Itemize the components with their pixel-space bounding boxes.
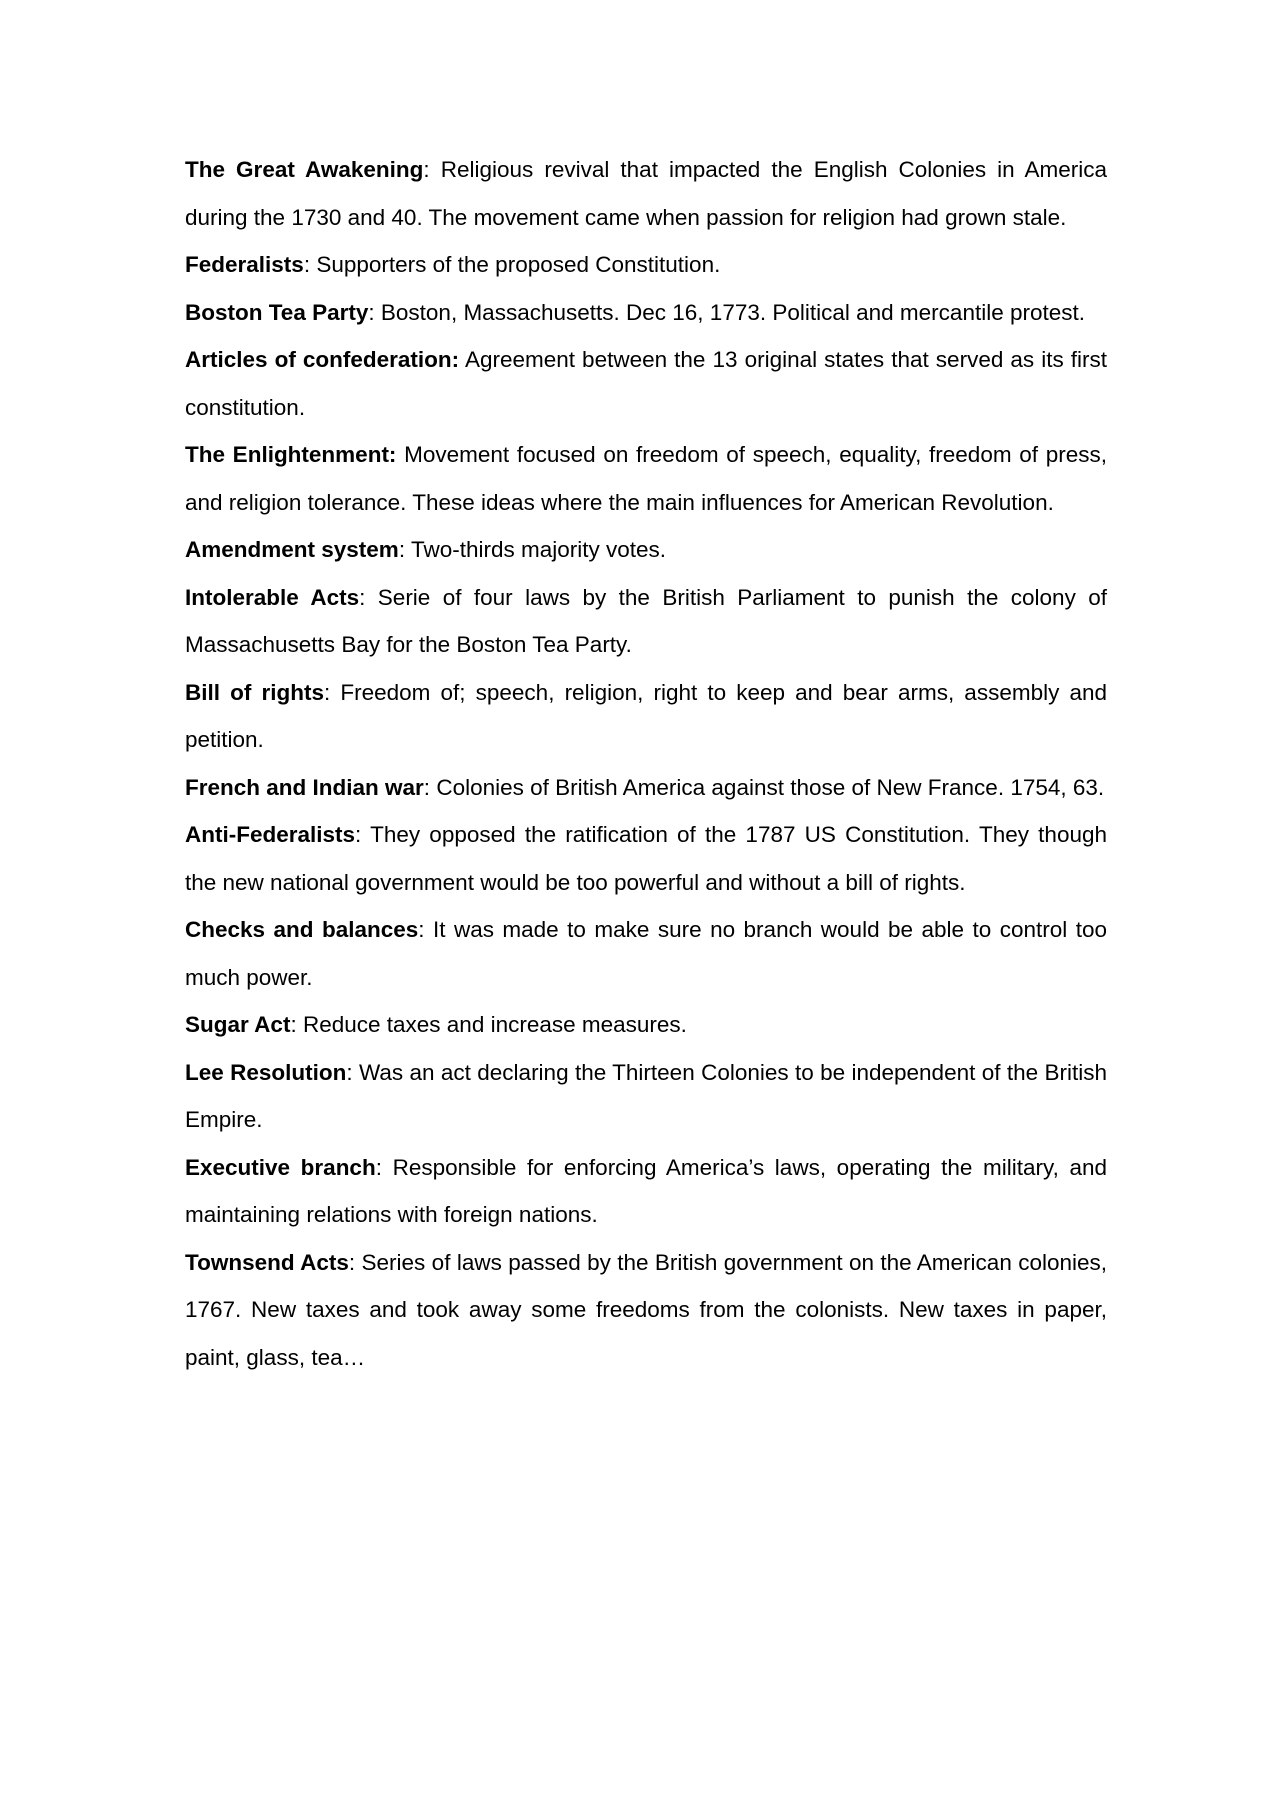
entry-separator: : bbox=[323, 679, 331, 705]
entry-separator: : bbox=[290, 1012, 297, 1037]
entry-separator: : bbox=[423, 774, 431, 800]
entry-separator: : bbox=[423, 157, 430, 182]
entry-definition: Colonies of British America against those of New France. 1754, 63. bbox=[430, 774, 1105, 800]
entry-definition: Two-thirds majority votes. bbox=[405, 537, 667, 562]
entry-definition: Agreement between the 13 original states that served as its first constitution. bbox=[185, 347, 1107, 420]
entry-term: Townsend Acts bbox=[185, 1249, 349, 1275]
entry-term: Amendment system bbox=[185, 537, 399, 562]
entry-term: Boston Tea Party bbox=[185, 299, 369, 325]
glossary-entry bbox=[185, 289, 1107, 337]
entry-term: Lee Resolution bbox=[185, 1059, 347, 1085]
glossary-entry bbox=[185, 574, 1107, 669]
entry-term: French and Indian war bbox=[185, 774, 424, 800]
entry-separator: : bbox=[418, 917, 425, 942]
entry-definition: Reduce taxes and increase measures. bbox=[296, 1012, 687, 1037]
entry-term: Bill of rights bbox=[185, 679, 324, 705]
entry-term: Intolerable Acts bbox=[185, 584, 360, 610]
entry-definition: Series of laws passed by the British government on the American colonies, 1767. New taxes and took away some freedoms from the colonists. New taxes in paper, paint, glass, tea… bbox=[185, 1249, 1108, 1370]
entry-term: Sugar Act bbox=[185, 1012, 291, 1037]
glossary-entry bbox=[185, 906, 1107, 1001]
entry-separator: : bbox=[398, 537, 406, 562]
glossary-entry bbox=[185, 241, 1107, 289]
glossary-entry bbox=[185, 336, 1107, 431]
entry-definition: Responsible for enforcing America’s laws, operating the military, and maintaining relations with foreign nations. bbox=[185, 1154, 1108, 1227]
glossary-entry bbox=[185, 431, 1107, 526]
glossary-entry bbox=[185, 146, 1107, 241]
entry-term: Checks and balances bbox=[185, 917, 419, 942]
entry-definition: It was made to make sure no branch would be able to control too much power. bbox=[185, 917, 1107, 990]
entry-separator: : bbox=[368, 299, 375, 325]
entry-definition: They opposed the ratification of the 1787 US Constitution. They though the new national government would be too powerful and without a bill of rights. bbox=[185, 822, 1107, 895]
entry-definition: Religious revival that impacted the English Colonies in America during the 1730 and 40. The movement came when passion for religion had grown stale. bbox=[185, 157, 1107, 230]
entry-separator: : bbox=[355, 822, 362, 847]
entry-separator: : bbox=[348, 1249, 356, 1275]
entry-definition: Boston, Massachusetts. Dec 16, 1773. Political and mercantile protest. bbox=[374, 299, 1086, 325]
entry-definition: Supporters of the proposed Constitution. bbox=[310, 252, 721, 277]
entry-separator: : bbox=[359, 584, 366, 610]
entry-separator: : bbox=[346, 1059, 353, 1085]
entry-definition: Freedom of; speech, religion, right to keep and bear arms, assembly and petition. bbox=[185, 679, 1107, 752]
entry-term: The Enlightenment: bbox=[185, 442, 397, 467]
glossary-entry bbox=[185, 526, 1107, 574]
entry-term: Articles of confederation: bbox=[185, 347, 460, 372]
glossary-entry bbox=[185, 1049, 1107, 1144]
glossary-entry bbox=[185, 1144, 1107, 1239]
glossary-entry bbox=[185, 1001, 1107, 1049]
entry-definition: Serie of four laws by the British Parliament to punish the colony of Massachusetts Bay for the Boston Tea Party. bbox=[185, 584, 1107, 657]
entry-term: Anti-Federalists bbox=[185, 822, 356, 847]
glossary-entry bbox=[185, 669, 1107, 764]
entry-definition: Was an act declaring the Thirteen Colonies to be independent of the British Empire. bbox=[185, 1059, 1107, 1132]
entry-term: Federalists bbox=[185, 252, 304, 277]
glossary-body bbox=[185, 146, 1107, 1381]
glossary-entry bbox=[185, 764, 1107, 812]
glossary-entry bbox=[185, 1239, 1107, 1382]
entry-separator: : bbox=[303, 252, 311, 277]
entry-separator: : bbox=[375, 1154, 382, 1180]
entry-term: The Great Awakening bbox=[185, 157, 424, 182]
entry-term: Executive branch bbox=[185, 1154, 376, 1180]
glossary-entry bbox=[185, 811, 1107, 906]
entry-definition: Movement focused on freedom of speech, equality, freedom of press, and religion tolerance. These ideas where the main influences for American Revolution. bbox=[185, 442, 1107, 515]
